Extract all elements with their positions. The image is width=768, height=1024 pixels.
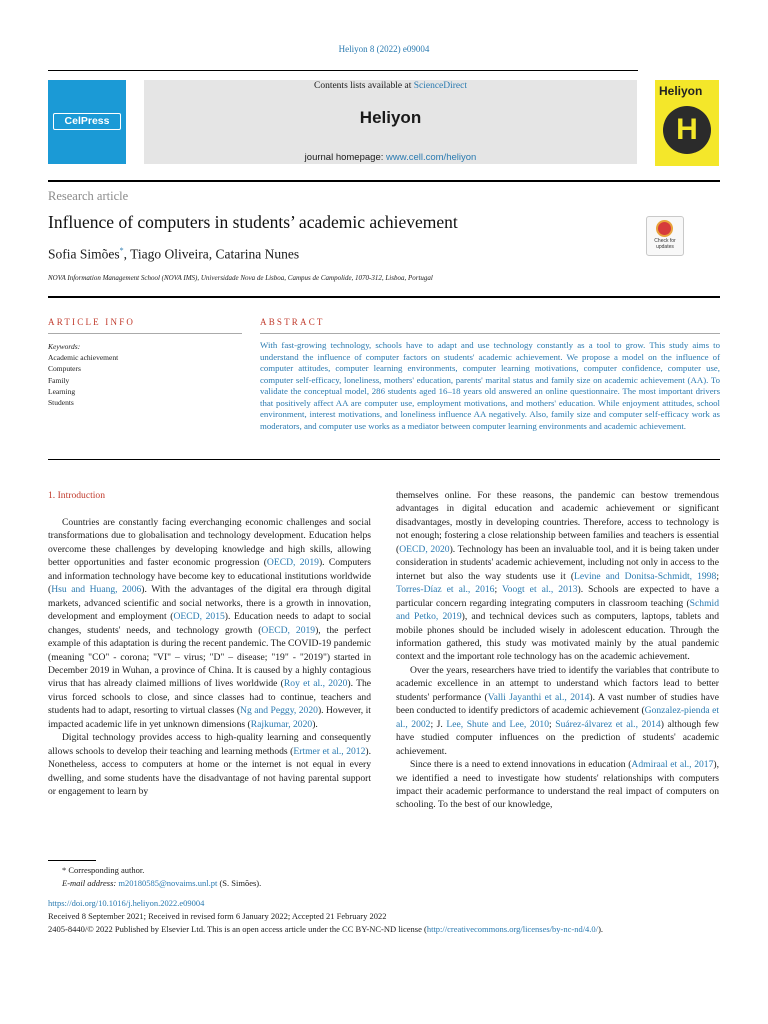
contents-line bbox=[144, 81, 637, 91]
body-text: ). Nonetheless, access to computers at home or the internet is not equal in every dwelling, and some students have the disadvantage of not having parental support or engagement to learn by bbox=[48, 745, 371, 798]
citation-link[interactable]: Hsu and Huang, 2006 bbox=[51, 584, 142, 596]
keywords-label: Keywords: bbox=[48, 342, 81, 351]
license-link[interactable]: http://creativecommons.org/licenses/by-nc-nd/4.0/ bbox=[426, 924, 599, 934]
cellpress-logo-box[interactable] bbox=[48, 80, 126, 164]
corresponding-label: Corresponding author. bbox=[68, 865, 145, 875]
corresponding-author-link[interactable]: * bbox=[119, 246, 124, 255]
check-updates-icon bbox=[656, 220, 673, 237]
license-line bbox=[48, 924, 603, 934]
top-rule bbox=[48, 70, 638, 71]
body-text: ; J. bbox=[430, 718, 447, 730]
keyword: Learning bbox=[48, 386, 76, 396]
homepage-prefix: journal homepage: bbox=[304, 152, 384, 163]
email-note bbox=[48, 877, 261, 890]
body-text: ). Technology has been an invaluable tool, and it is being taken under consideration in students' academic achievement, including not only in access to the internet but also the way students use it ( bbox=[396, 543, 720, 582]
citation-link[interactable]: Roy et al., 2020 bbox=[283, 678, 348, 690]
body-text: ). However, it impacted academic life in yet unknown dimensions ( bbox=[48, 705, 371, 730]
citation-link[interactable]: OECD, 2020 bbox=[399, 543, 450, 555]
citation-link[interactable]: OECD, 2019 bbox=[261, 624, 316, 636]
license-prefix: 2405-8440/© 2022 Published by Elsevier Ltd. This is an open access article under the CC BY-NC-ND license ( bbox=[48, 924, 427, 934]
citation-link[interactable]: Voogt et al., 2013 bbox=[501, 584, 578, 596]
keyword: Family bbox=[48, 375, 70, 385]
cellpress-logo-text: CelPress bbox=[64, 115, 110, 127]
paragraph bbox=[396, 664, 719, 758]
check-updates-label: Check for updates bbox=[654, 238, 676, 250]
keyword: Computers bbox=[48, 364, 81, 374]
keywords-list bbox=[48, 341, 242, 408]
citation-link[interactable]: Gonzalez-pienda et al., 2002 bbox=[396, 705, 719, 730]
journal-name: Heliyon bbox=[359, 108, 422, 127]
keyword: Students bbox=[48, 398, 74, 408]
body-text: ). The virus forced schools to close, and since classes had to continue, teachers and students had to adapt, resorting to virtual classes ( bbox=[48, 678, 371, 717]
license-suffix: ). bbox=[598, 924, 604, 934]
author-first: Sofia Simões bbox=[48, 246, 120, 262]
citation-link[interactable]: Levine and Donitsa-Schmidt, 1998 bbox=[574, 570, 717, 582]
doi-link[interactable]: https://doi.org/10.1016/j.heliyon.2022.e09004 bbox=[48, 898, 205, 908]
citation-link[interactable]: Lee, Shute and Lee, 2010 bbox=[446, 718, 550, 730]
email-label: E-mail address: bbox=[62, 878, 117, 888]
citation-link[interactable]: Torres-Díaz et al., 2016 bbox=[396, 584, 495, 596]
citation-link[interactable]: Schmid and Petko, 2019 bbox=[396, 597, 719, 623]
body-text: ) although few have studied computer influences on the prediction of students' academic achievement. bbox=[396, 718, 719, 757]
abstract-bottom-rule bbox=[48, 459, 720, 460]
body-text: ). bbox=[312, 718, 318, 730]
citation-link[interactable]: Ng and Peggy, 2020 bbox=[240, 705, 318, 717]
body-text: ), we identified a need to investigate how students' relationships with computers impact their academic performance to understand the real impact of computers on schooling. To the best of our knowledge, bbox=[396, 759, 719, 811]
body-text: ; bbox=[716, 570, 719, 582]
homepage-link[interactable]: www.cell.com/heliyon bbox=[386, 152, 477, 163]
section-heading-introduction: 1. Introduction bbox=[48, 490, 106, 501]
affiliation: NOVA Information Management School (NOVA IMS), Universidade Nova de Lisboa, Campus de Campolide, 1070-312, Lisboa, Portugal bbox=[48, 274, 433, 282]
paragraph bbox=[396, 489, 719, 664]
contents-prefix: Contents lists available at bbox=[313, 81, 412, 91]
journal-header bbox=[144, 80, 637, 164]
email-suffix: (S. Simões). bbox=[219, 878, 262, 888]
abstract-rule bbox=[260, 333, 720, 334]
article-title: Influence of computers in students’ academic achievement bbox=[48, 212, 458, 232]
article-info-heading: ARTICLE INFO bbox=[48, 317, 136, 327]
citation-link[interactable]: Valli Jayanthi et al., 2014 bbox=[487, 691, 590, 703]
body-text: Since there is a need to extend innovations in education ( bbox=[410, 759, 632, 771]
journal-citation-link[interactable]: Heliyon 8 (2022) e09004 bbox=[338, 44, 430, 54]
citation-link[interactable]: Ertmer et al., 2012 bbox=[293, 745, 366, 757]
citation-link[interactable]: OECD, 2015 bbox=[173, 611, 225, 623]
citation-link[interactable]: Suárez-álvarez et al., 2014 bbox=[555, 718, 661, 730]
email-link[interactable]: m20180585@novaims.unl.pt bbox=[118, 878, 218, 888]
paragraph bbox=[396, 758, 719, 812]
body-text: ). Education needs to adapt to social changes, students' needs, and technology growth ( bbox=[48, 611, 371, 636]
article-type: Research article bbox=[48, 189, 129, 203]
abstract-text: With fast-growing technology, schools have to adapt and use technology constantly as a tool to grow. This study aims to understand the influence of computer factors on students' academic achievement. We propose a model on the influence of computer attitudes, computer learning environments, computer learning motivations, computer confidence, computer use, computer self-efficacy, loneliness, mothers' education, parents' marital status and family size on academic achievement (AA). To validate the conceptual model, 286 students aged 16–18 years old answered an online questionnaire. The most important drivers that positively affect AA are computer use, employment motivations, and mothers' education. While enjoyment attitudes, school environment, interest motivations, and loneliness influence AA negatively. Also, family size and computer self-efficacy work as moderators, and computer use works as a mediator between computer learning environments and academic achievement. bbox=[260, 340, 720, 431]
received-dates: Received 8 September 2021; Received in revised form 6 January 2022; Accepted 21 February 2022 bbox=[48, 911, 387, 921]
cover-logo-icon bbox=[663, 106, 711, 154]
corresponding-author-note bbox=[48, 864, 261, 877]
authors-rest: , Tiago Oliveira, Catarina Nunes bbox=[123, 246, 300, 262]
journal-cover-image[interactable] bbox=[655, 80, 719, 166]
body-text: themselves online. For these reasons, the pandemic can bestow tremendous advantages in digital education and academic achievement or significant disadvantages, mostly in developing countries. Therefore, access to technology is not enough; fostering a close relationship between families and teachers is essential ( bbox=[396, 490, 719, 555]
body-text: ). Schools are expected to have a particular concern regarding integrating computers in classroom teaching ( bbox=[396, 584, 720, 609]
citation-link[interactable]: OECD, 2019 bbox=[266, 557, 319, 569]
body-column-right bbox=[396, 489, 719, 812]
footnote bbox=[48, 864, 261, 890]
check-for-updates-button[interactable] bbox=[646, 216, 684, 256]
paragraph bbox=[48, 516, 371, 731]
body-text: ; bbox=[494, 584, 502, 596]
body-text: ), the perfect example of this adaptation is during the recent pandemic. The COVID-19 pandemic (meaning "CO" - corona; "VI" – virus; "D" – disease; "19" - "2019") started in December 2019 in Wuhan, a province of China. It is caused by a highly contagious virus that has already claimed millions of lives worldwide ( bbox=[48, 624, 371, 690]
cover-title: Heliyon bbox=[659, 84, 703, 98]
sciencedirect-link[interactable]: ScienceDirect bbox=[413, 81, 467, 91]
body-text: ; bbox=[549, 718, 556, 730]
citation-link[interactable]: Rajkumar, 2020 bbox=[250, 718, 313, 730]
doi-line bbox=[48, 898, 204, 908]
cellpress-logo bbox=[53, 113, 121, 130]
affiliation-rule bbox=[48, 296, 720, 298]
body-text: Digital technology provides access to high-quality learning and consequently allows schools to develop their teaching and learning methods ( bbox=[48, 732, 371, 757]
footnote-mark: * bbox=[62, 865, 67, 875]
homepage-line bbox=[144, 152, 637, 163]
citation-link[interactable]: Admiraal et al., 2017 bbox=[631, 759, 714, 771]
keyword: Academic achievement bbox=[48, 353, 119, 363]
body-text: Over the years, researchers have tried to identify the variables that contribute to academic excellence in an attempt to understand which factors lead to better students' performance ( bbox=[396, 664, 719, 703]
header-rule bbox=[48, 180, 720, 182]
body-text: ). With the advantages of the digital era through digital markets, advanced scientific and social networks, there is a growth in innovation, development and employment ( bbox=[48, 584, 371, 623]
body-text: ). A vast number of studies have been conducted to identify predictors of academic achievement ( bbox=[396, 691, 719, 717]
body-column-left bbox=[48, 516, 371, 799]
body-text: ), and technical devices such as computers, laptops, tablets and mobile phones should be included wisely in adolescent education. Through the information gathered, this study was motivated mainly by the atual pandemic context and the important role technology has on the academic achievement. bbox=[396, 611, 719, 663]
article-info-rule bbox=[48, 333, 242, 334]
cover-letter: H bbox=[676, 113, 698, 146]
author-list bbox=[48, 246, 299, 263]
paragraph bbox=[48, 731, 371, 798]
footnote-rule bbox=[48, 860, 96, 861]
body-text: Countries are constantly facing everchanging economic challenges and social transformations due to globalisation and technology development. Education helps overcome these challenges by developing knowledge and high skills, allowing better opportunities and faster economic progression ( bbox=[48, 517, 371, 569]
body-text: ). Computers and information technology have become key to educational institutions worldwide ( bbox=[48, 557, 371, 596]
abstract-heading: ABSTRACT bbox=[260, 317, 325, 327]
